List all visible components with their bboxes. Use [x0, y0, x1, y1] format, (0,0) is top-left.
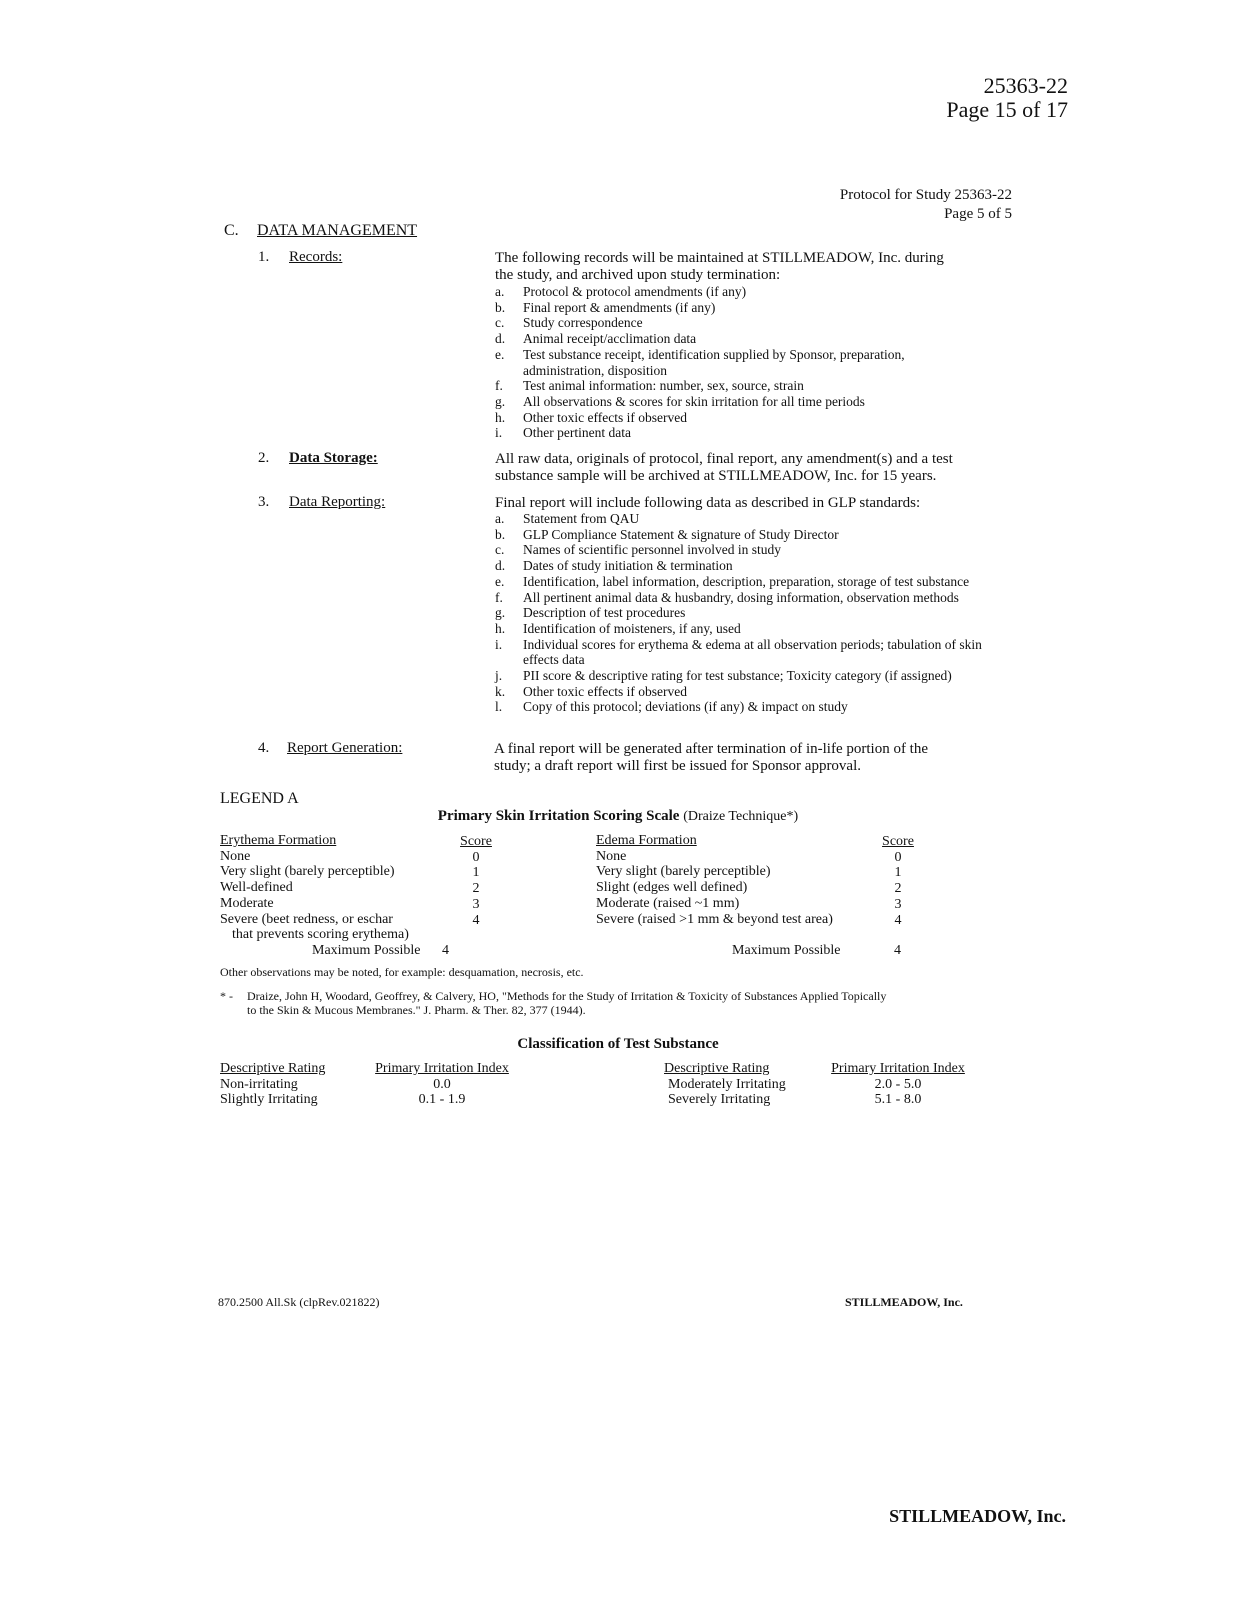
table-row: Severely Irritating [668, 1092, 771, 1108]
score-header: Score [460, 834, 492, 849]
score-header: Score [882, 834, 914, 849]
table-row: Moderate (raised ~1 mm) [596, 895, 740, 911]
classification-left-ratings: Descriptive Rating Non-irritating Slightly Irritating [220, 1061, 326, 1108]
table-row: None [596, 848, 627, 864]
table-row: Moderately Irritating [668, 1076, 786, 1092]
classification-title: Classification of Test Substance [517, 1036, 719, 1052]
footer-code: 870.2500 All.Sk (clpRev.021822) [218, 1295, 380, 1309]
records-list [495, 284, 965, 441]
reporting-label: Data Reporting: [289, 494, 386, 510]
list-item: e. Identification, label information, description, preparation, storage of test substance [495, 573, 970, 589]
table-row: Severe (beet redness, or eschar [220, 911, 393, 927]
document-number: 25363-22 [983, 73, 1068, 98]
list-item: f. All pertinent animal data & husbandry, dosing information, observation methods [495, 589, 959, 605]
list-item: k. Other toxic effects if observed [495, 683, 687, 699]
list-item: g. Description of test procedures [495, 605, 686, 621]
classification-right-ratings: Descriptive Rating Moderately Irritating Severely Irritating [664, 1061, 786, 1108]
edema-header: Edema Formation [596, 833, 697, 848]
list-item: c. Names of scientific personnel involved in study [495, 542, 781, 558]
page-number: Page 15 of 17 [946, 97, 1068, 122]
footer-company: STILLMEADOW, Inc. [845, 1295, 963, 1309]
report-gen-label: Report Generation: [287, 740, 403, 756]
table-row: Well-defined [220, 880, 293, 896]
table-row: Very slight (barely perceptible) [220, 864, 395, 880]
protocol-page-number: Page 5 of 5 [944, 206, 1012, 222]
edema-max-label: Maximum Possible [732, 943, 841, 958]
protocol-reference: Protocol for Study 25363-22 [839, 187, 1012, 203]
erythema-max-label: Maximum Possible [312, 943, 421, 958]
records-number: 1. [258, 249, 270, 265]
table-row: None [220, 848, 251, 864]
reporting-list [495, 511, 1013, 715]
classification-right-indices: Primary Irritation Index 2.0 - 5.0 5.1 - 8.0 [825, 1061, 971, 1108]
list-item: a. Statement from QAU [495, 511, 640, 526]
table-row: Non-irritating [220, 1076, 298, 1092]
table-row: Slight (edges well defined) [596, 880, 748, 896]
scale-title: Primary Skin Irritation Scoring Scale (Draize Technique*) [437, 808, 799, 824]
other-observations-note: Other observations may be noted, for example: desquamation, necrosis, etc. [220, 965, 584, 979]
section-title: DATA MANAGEMENT [257, 222, 418, 239]
page-footer-company: STILLMEADOW, Inc. [889, 1506, 1066, 1526]
legend-title: LEGEND A [220, 790, 299, 807]
list-item: l. Copy of this protocol; deviations (if any) & impact on study [495, 699, 848, 715]
reporting-number: 3. [258, 494, 270, 510]
table-row: Very slight (barely perceptible) [596, 864, 771, 880]
footnote: * - Draize, John H, Woodard, Geoffrey, & Calvery, HO, "Methods for the Study of Irritation & Toxicity of Substances Applied Topically to the Skin & Mucous Membranes." J. Pharm. & Ther. 82, 377 (1944). [220, 989, 887, 1017]
table-row: Slightly Irritating [220, 1092, 318, 1108]
list-item: h. Other toxic effects if observed [495, 409, 687, 425]
list-item: b. GLP Compliance Statement & signature of Study Director [495, 526, 839, 542]
erythema-max-score: 4 [442, 943, 449, 958]
reporting-intro: Final report will include following data as described in GLP standards: [495, 495, 921, 511]
table-row: Severe (raised >1 mm & beyond test area) [596, 911, 833, 927]
list-item: i. Other pertinent data [495, 425, 631, 441]
edema-scores: Score 0 1 2 3 4 [880, 834, 916, 928]
list-item: g. All observations & scores for skin irritation for all time periods [495, 393, 865, 409]
list-item: d. Dates of study initiation & termination [495, 558, 733, 574]
section-letter: C. [224, 222, 239, 239]
erythema-labels [220, 833, 409, 943]
list-item: e. Test substance receipt, identification supplied by Sponsor, preparation, administration, disposition [495, 346, 905, 378]
report-gen-text: A final report will be generated after termination of in-life portion of the study; a draft report will first be issued for Sponsor approval. [494, 741, 929, 774]
classification-left-indices: Primary Irritation Index 0.0 0.1 - 1.9 [369, 1061, 515, 1108]
edema-labels [596, 833, 833, 927]
list-item: h. Identification of moisteners, if any, used [495, 620, 741, 636]
storage-label: Data Storage: [289, 450, 378, 466]
table-row: that prevents scoring erythema) [232, 927, 409, 943]
list-item: c. Study correspondence [495, 315, 643, 331]
records-intro: The following records will be maintained at STILLMEADOW, Inc. during the study, and archived upon study termination: [495, 250, 944, 283]
list-item: d. Animal receipt/acclimation data [495, 331, 697, 347]
erythema-header: Erythema Formation [220, 833, 337, 848]
storage-number: 2. [258, 450, 270, 466]
table-row: 5.1 - 8.0 [874, 1092, 922, 1108]
list-item: f. Test animal information: number, sex, source, strain [495, 378, 804, 394]
list-item: j. PII score & descriptive rating for test substance; Toxicity category (if assigned) [495, 668, 952, 684]
list-item: i. Individual scores for erythema & edema at all observation periods; tabulation of skin effects data [495, 636, 982, 668]
report-gen-number: 4. [258, 740, 270, 756]
edema-max-score: 4 [894, 943, 901, 958]
erythema-scores: Score 0 1 2 3 4 [458, 834, 494, 928]
table-row: 2.0 - 5.0 [874, 1076, 922, 1092]
list-item: b. Final report & amendments (if any) [495, 299, 716, 315]
records-label: Records: [289, 249, 343, 265]
table-row: 0.0 [433, 1076, 451, 1092]
table-row: 0.1 - 1.9 [418, 1092, 466, 1108]
table-row: Moderate [220, 895, 274, 911]
storage-text: All raw data, originals of protocol, final report, any amendment(s) and a test substance sample will be archived at STILLMEADOW, Inc. for 15 years. [495, 451, 953, 484]
list-item: a. Protocol & protocol amendments (if any) [495, 284, 747, 299]
